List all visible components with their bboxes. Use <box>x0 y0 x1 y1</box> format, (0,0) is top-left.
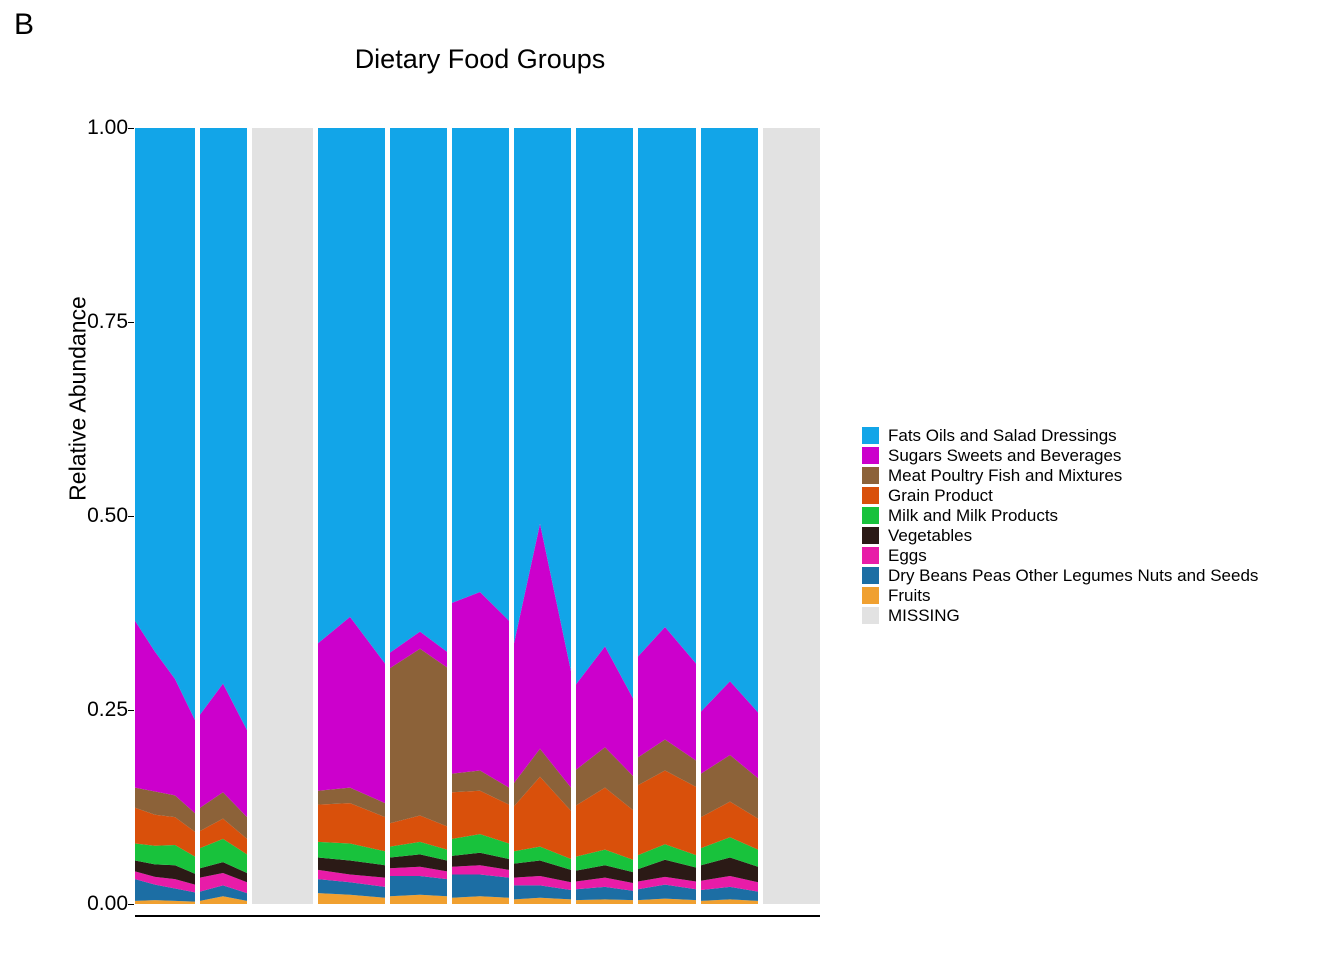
legend-swatch <box>862 447 879 464</box>
legend-swatch <box>862 487 879 504</box>
legend-item <box>862 425 1332 445</box>
y-tick-mark <box>128 128 134 129</box>
y-tick-label: 0.75 <box>87 310 128 333</box>
plot-area <box>135 128 820 904</box>
legend-item <box>862 505 1332 525</box>
area-band <box>390 649 447 827</box>
legend-swatch <box>862 547 879 564</box>
y-tick-mark <box>128 322 134 323</box>
area-band <box>452 128 509 621</box>
y-tick-label: 0.00 <box>87 892 128 915</box>
legend-swatch <box>862 567 879 584</box>
legend-label: Meat Poultry Fish and Mixtures <box>888 465 1123 485</box>
area-band <box>701 128 758 712</box>
legend-item <box>862 525 1332 545</box>
legend-item <box>862 585 1332 605</box>
legend-label: Grain Product <box>888 485 993 505</box>
y-axis <box>0 0 128 960</box>
legend-label: Fats Oils and Salad Dressings <box>888 425 1117 445</box>
y-tick-mark <box>128 904 134 905</box>
legend-swatch <box>862 587 879 604</box>
legend-label: Milk and Milk Products <box>888 505 1059 525</box>
missing-band <box>763 128 820 904</box>
legend-swatch <box>862 607 879 624</box>
legend-label: Fruits <box>888 585 931 605</box>
panel-label: B <box>14 8 35 41</box>
legend-label: Dry Beans Peas Other Legumes Nuts and Seeds <box>888 565 1259 585</box>
area-band <box>576 128 633 698</box>
legend-item <box>862 605 1332 625</box>
y-tick-mark <box>128 710 134 711</box>
legend-swatch <box>862 467 879 484</box>
legend <box>862 425 1332 625</box>
area-band <box>576 899 633 904</box>
legend-label: Sugars Sweets and Beverages <box>888 445 1122 465</box>
chart-title: Dietary Food Groups <box>354 44 606 74</box>
area-band <box>200 128 247 730</box>
y-axis-title: Relative Abundance <box>64 296 91 501</box>
legend-label: Vegetables <box>888 525 973 545</box>
area-band <box>452 896 509 904</box>
stacked-area-svg <box>135 128 820 904</box>
missing-band <box>252 128 313 904</box>
legend-label: Eggs <box>888 545 927 565</box>
legend-item <box>862 485 1332 505</box>
legend-swatch <box>862 507 879 524</box>
legend-item <box>862 445 1332 465</box>
stacked-area-plot <box>135 128 820 904</box>
area-band <box>638 128 696 663</box>
area-band <box>390 876 447 896</box>
area-band <box>638 771 696 856</box>
legend-swatch <box>862 427 879 444</box>
legend-item <box>862 465 1332 485</box>
legend-label: MISSING <box>888 605 960 625</box>
y-tick-label: 0.50 <box>87 504 128 527</box>
legend-item <box>862 565 1332 585</box>
y-tick-mark <box>128 516 134 517</box>
y-tick-label: 0.25 <box>87 698 128 721</box>
area-band <box>318 128 385 663</box>
legend-item <box>862 545 1332 565</box>
legend-swatch <box>862 527 879 544</box>
area-band <box>390 128 447 653</box>
area-band <box>452 592 509 788</box>
area-band <box>390 895 447 904</box>
area-band <box>452 875 509 898</box>
x-axis-line <box>135 915 820 917</box>
area-band <box>135 128 195 720</box>
y-tick-label: 1.00 <box>87 116 128 139</box>
